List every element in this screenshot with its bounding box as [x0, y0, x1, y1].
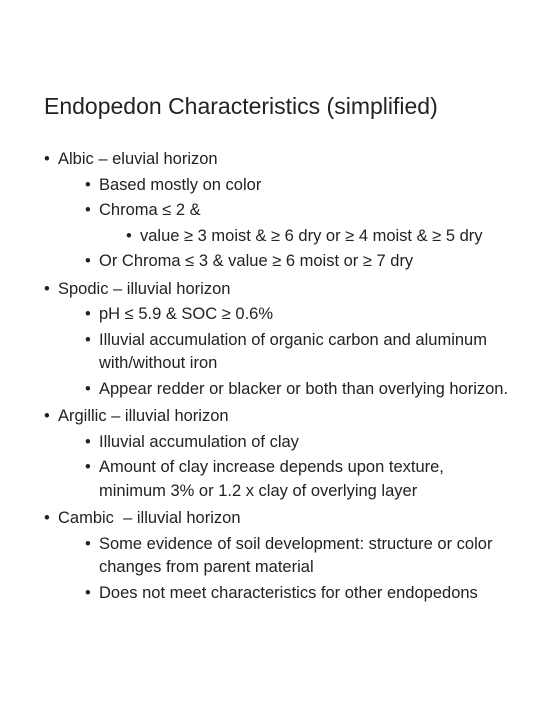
sub-list: [58, 431, 514, 504]
list-item: [44, 148, 514, 274]
bullet-icon: •: [85, 175, 91, 194]
sub-list-item-text: Illuvial accumulation of clay: [99, 432, 299, 451]
bullet-icon: •: [85, 583, 91, 602]
list-item: [44, 405, 514, 503]
list-item-text: Albic – eluvial horizon: [58, 150, 218, 168]
sub-list-item: [85, 174, 514, 198]
sub-list-item-text: Illuvial accumulation of organic carbon and aluminum with/without iron: [99, 330, 487, 372]
bullet-icon: •: [44, 407, 50, 425]
bullet-icon: •: [44, 279, 50, 298]
sub-list: [58, 303, 514, 401]
sub-list-item-text: Or Chroma ≤ 3 & value ≥ 6 moist or ≥ 7 dry: [99, 252, 414, 270]
bullet-icon: •: [85, 252, 91, 270]
list-item-text: Cambic – illuvial horizon: [58, 509, 241, 527]
sub-list-item: [85, 329, 514, 376]
sub-sub-list-item: [126, 225, 514, 249]
bullet-list: [44, 148, 514, 605]
list-item: [44, 278, 514, 402]
bullet-icon: •: [44, 150, 50, 168]
list-item-text: Spodic – illuvial horizon: [58, 279, 231, 298]
sub-list-item: [85, 431, 514, 455]
sub-list-item: [85, 303, 514, 327]
sub-list-item-text: Based mostly on color: [99, 175, 262, 194]
sub-list-item-text: Chroma ≤ 2 &: [99, 201, 201, 219]
bullet-icon: •: [85, 534, 91, 553]
bullet-icon: •: [126, 226, 132, 245]
sub-list-item-text: Some evidence of soil development: structure or color changes from parent material: [99, 534, 493, 576]
sub-sub-list: [99, 225, 514, 249]
sub-list-item-text: Amount of clay increase depends upon texture, minimum 3% or 1.2 x clay of overlying layer: [99, 458, 444, 500]
sub-list: [58, 533, 514, 606]
sub-list-item: [85, 456, 514, 503]
sub-list-item: [85, 533, 514, 580]
sub-list-item-text: pH ≤ 5.9 & SOC ≥ 0.6%: [99, 305, 274, 323]
sub-list-item: [85, 582, 514, 606]
sub-list-item-text: Does not meet characteristics for other endopedons: [99, 583, 478, 602]
sub-list-item: [85, 378, 514, 402]
list-item-text: Argillic – illuvial horizon: [58, 407, 229, 425]
bullet-icon: •: [85, 432, 91, 451]
bullet-icon: •: [85, 330, 91, 349]
bullet-icon: •: [44, 509, 50, 527]
sub-list-item: [85, 199, 514, 248]
bullet-icon: •: [85, 201, 91, 219]
sub-list-item: [85, 250, 514, 274]
list-item: [44, 507, 514, 605]
sub-list-item-text: Appear redder or blacker or both than overlying horizon.: [99, 379, 509, 398]
sub-list: [58, 174, 514, 274]
slide-title: Endopedon Characteristics (simplified): [44, 93, 438, 119]
bullet-icon: •: [85, 305, 91, 323]
bullet-icon: •: [85, 379, 91, 398]
sub-sub-list-item-text: value ≥ 3 moist & ≥ 6 dry or ≥ 4 moist & ≥ 5 dry: [140, 226, 483, 245]
bullet-icon: •: [85, 458, 91, 476]
